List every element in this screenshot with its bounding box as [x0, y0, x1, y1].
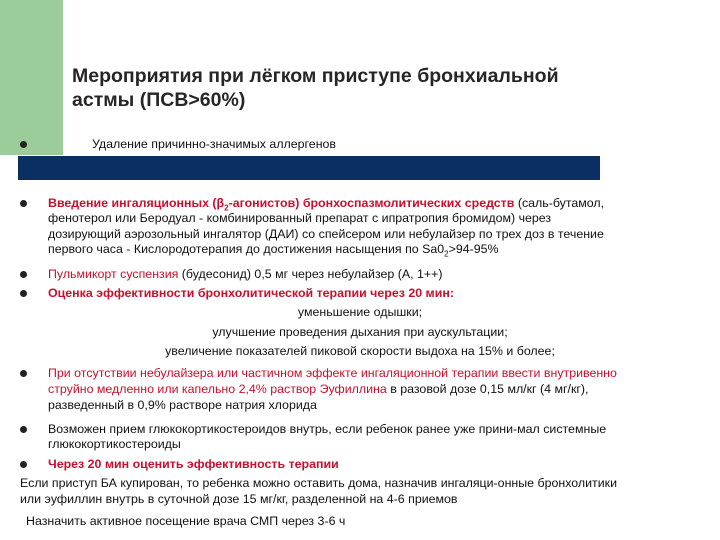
item-gcs-line-1: Возможен прием глюкокортикостероидов внутрь, если ребенок ранее уже прини-мал системные [48, 422, 607, 436]
no-nebulizer-red-2: струйно медленно или капельно 2,4% раствор Эуфиллина [48, 382, 387, 396]
inhalation-red-a: Введение ингаляционных (β [48, 196, 225, 210]
footer-line-1: Если приступ БА купирован, то ребенка можно оставить дома, назначив ингаляци-онные бронхолитики [20, 476, 617, 490]
inhalation-line-4-sub: 2 [444, 249, 449, 259]
item-gcs-line-2: глюкокортикостероиды [48, 437, 181, 451]
item-pulmicort [48, 267, 442, 282]
title-line-1: Мероприятия при лёгком приступе бронхиальной [72, 65, 559, 87]
slide-title [72, 64, 692, 112]
no-nebulizer-rest-2: в разовой дозе 0,15 мл/кг (4 мг/кг), [386, 382, 589, 396]
item-inhalation-line-2: фенотерол или Беродуал - комбинированный препарат с ипратропия бромидом) через [48, 211, 552, 225]
item-no-nebulizer-line-3: разведенный в 0,9% растворе натрия хлорида [48, 398, 317, 412]
inhalation-red-sub: 2 [224, 203, 229, 213]
bullet-dot [20, 141, 27, 148]
inhalation-line-4a: первого часа - Кислородотерапия до достижения насыщения по Sa0 [48, 242, 445, 256]
title-line-2: астмы (ПСВ>60%) [72, 89, 246, 111]
item-inhalation-line-1 [48, 196, 604, 211]
item-no-nebulizer-line-1: При отсутствии небулайзера или частичном эффекте ингаляционной терапии ввести внутривенно [48, 366, 617, 380]
assessment-criterion-3: увеличение показателей пиковой скорости выдоха на 15% и более; [165, 344, 555, 358]
bullet-dot [20, 200, 27, 207]
footer-line-2: или эуфиллин внутрь в суточной дозе 15 мг/кг, разделенной на 4-6 приемов [20, 492, 458, 506]
item-reassess: Через 20 мин оценить эффективность терапии [48, 457, 339, 471]
item-inhalation-line-4 [48, 242, 499, 257]
inhalation-line-4b: >94-95% [448, 242, 499, 256]
bullet-dot [20, 426, 27, 433]
assessment-criterion-2: улучшение проведения дыхания при аускультации; [212, 325, 508, 339]
pulmicort-rest: (будесонид) 0,5 мг через небулайзер (А, 1++) [178, 267, 443, 281]
assessment-criterion-1: уменьшение одышки; [297, 305, 423, 319]
item-no-nebulizer-line-2 [48, 382, 588, 397]
inhalation-red-b: -агонистов) бронхоспазмолитических средств [228, 196, 515, 210]
item-allergens: Удаление причинно-значимых аллергенов [92, 137, 337, 151]
bullet-dot [20, 290, 27, 297]
item-assessment-heading: Оценка эффективности бронхолитической терапии через 20 мин: [48, 286, 454, 300]
green-accent-bar [0, 0, 63, 155]
bullet-dot [20, 370, 27, 377]
pulmicort-red: Пульмикорт суспензия [48, 267, 179, 281]
divider-band [18, 156, 600, 180]
item-inhalation-line-3: дозирующий аэрозольный ингалятор (ДАИ) со спейсером или небулайзер по трех доз в течение [48, 227, 604, 241]
bullet-dot [20, 271, 27, 278]
footer-line-3: Назначить активное посещение врача СМП через 3-6 ч [26, 514, 346, 528]
inhalation-rest-1: (саль-бутамол, [514, 196, 605, 210]
bullet-dot [20, 461, 27, 468]
